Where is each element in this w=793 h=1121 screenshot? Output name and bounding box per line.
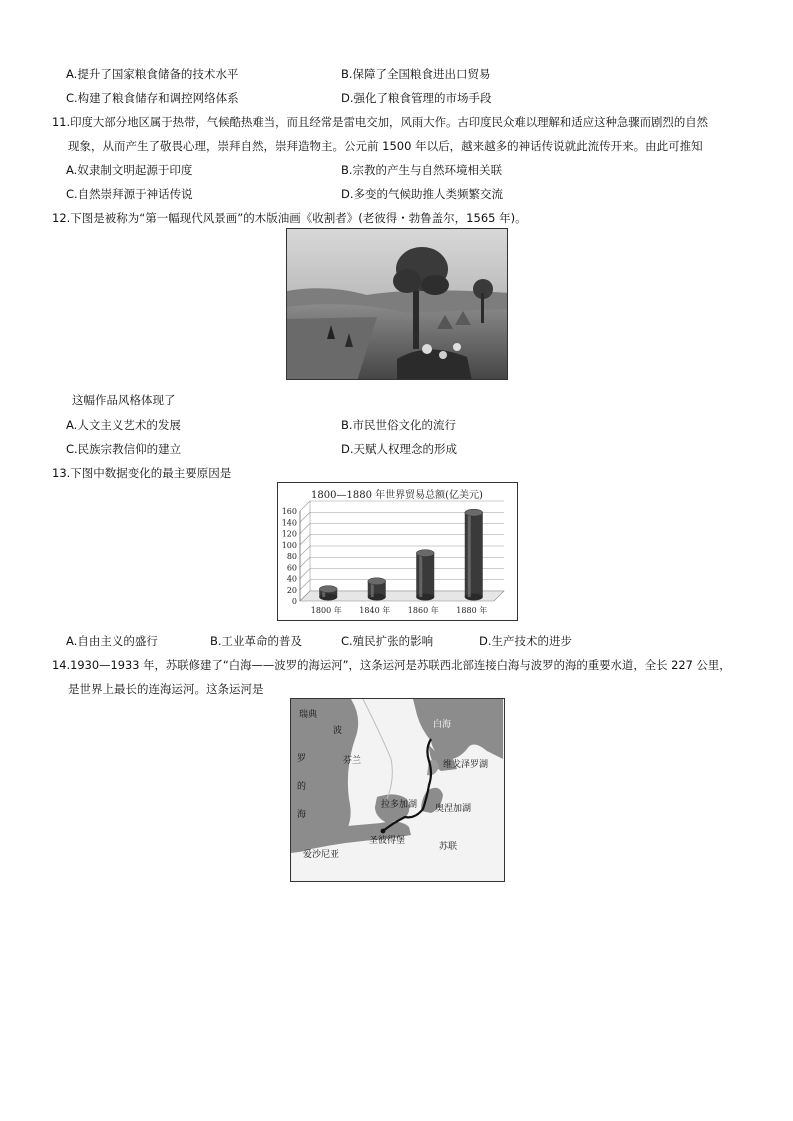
q11-option-a: A.奴隶制文明起源于印度 (66, 163, 193, 177)
bar-top (368, 578, 386, 585)
q12-stem: 12.下图是被称为“第一幅现代风景画”的木版油画《收割者》(老彼得・勃鲁盖尔，1565 年)。 (52, 211, 527, 225)
grid-diagonal (300, 501, 310, 511)
q13-option-a: A.自由主义的盛行 (66, 634, 158, 648)
trade-chart (277, 482, 518, 621)
label-finland: 芬兰 (343, 756, 362, 766)
q14-stem-line2: 是世界上最长的连海运河。这条运河是 (68, 682, 264, 696)
grid-diagonal (300, 580, 310, 590)
label-hai: 海 (297, 810, 307, 820)
q10-option-d: D.强化了粮食管理的市场手段 (341, 91, 492, 105)
y-tick-label: 40 (286, 574, 297, 584)
x-tick-label: 1840 年 (359, 606, 391, 615)
q11-option-d: D.多变的气候助推人类频繁交流 (341, 187, 504, 201)
bar-body (416, 553, 434, 597)
grid-diagonal (300, 512, 310, 522)
q12-followup: 这幅作品风格体现了 (72, 393, 176, 407)
q10-option-b: B.保障了全国粮食进出口贸易 (341, 67, 491, 81)
x-tick-label: 1800 年 (310, 606, 342, 615)
q10-option-c: C.构建了粮食储存和调控网络体系 (66, 91, 239, 105)
q11-option-c: C.自然崇拜源于神话传说 (66, 187, 193, 201)
y-tick-label: 160 (281, 507, 297, 516)
label-bo: 波 (333, 726, 343, 736)
label-onega: 奥涅加湖 (435, 804, 472, 814)
chart-title: 1800—1880 年世界贸易总额(亿美元) (311, 490, 483, 501)
q14-stem-line1: 14.1930—1933 年，苏联修建了“白海——波罗的海运河”，这条运河是苏联西北部连接白海与波罗的海的重要水道，全长 227 公里， (52, 658, 731, 672)
y-tick-label: 0 (291, 597, 297, 606)
bar-base (319, 594, 337, 601)
y-tick-label: 120 (281, 529, 297, 539)
q12-option-a: A.人文主义艺术的发展 (66, 418, 181, 432)
bar-highlight (419, 553, 422, 597)
x-tick-label: 1880 年 (456, 606, 488, 615)
y-tick-label: 60 (286, 563, 297, 573)
bar-highlight (468, 513, 471, 597)
y-tick-label: 20 (286, 585, 297, 595)
bar-top (416, 550, 434, 557)
q12-option-c: C.民族宗教信仰的建立 (66, 442, 182, 456)
harvesters-painting (286, 228, 508, 380)
x-tick-label: 1860 年 (407, 606, 439, 615)
bar-top (465, 509, 483, 516)
q11-stem-line1: 11.印度大部分地区属于热带，气候酷热难当，而且经常是雷电交加，风雨大作。古印度民众难以理解和适应这种急骤而剧烈的自然 (52, 115, 708, 129)
grid-diagonal (300, 569, 310, 579)
label-de: 的 (297, 782, 307, 792)
bar-base (416, 594, 434, 601)
trade-chart-svg (278, 483, 516, 619)
label-st-petersburg: 圣彼得堡 (369, 836, 406, 846)
st-petersburg-dot (381, 829, 386, 834)
q13-stem: 13.下图中数据变化的最主要原因是 (52, 466, 232, 480)
grid-diagonal (300, 524, 310, 534)
q13-option-d: D.生产技术的进步 (479, 634, 573, 648)
grid-diagonal (300, 557, 310, 567)
label-estonia: 爱沙尼亚 (303, 850, 340, 860)
label-luo: 罗 (297, 754, 307, 764)
bar-base (368, 594, 386, 601)
label-white-sea: 白海 (433, 720, 452, 730)
q10-option-a: A.提升了国家粮食储备的技术水平 (66, 67, 239, 81)
y-tick-label: 100 (281, 540, 297, 550)
label-vygozero: 维戈泽罗湖 (443, 760, 489, 770)
y-tick-label: 140 (281, 518, 297, 528)
bar-base (465, 594, 483, 601)
q12-option-d: D.天赋人权理念的形成 (341, 442, 458, 456)
q11-option-b: B.宗教的产生与自然环境相关联 (341, 163, 503, 177)
canal-map-image (291, 699, 503, 880)
label-ladoga: 拉多加湖 (381, 800, 418, 810)
y-tick-label: 80 (286, 552, 297, 561)
harvesters-painting-image (287, 229, 508, 380)
bar-body (465, 513, 483, 597)
label-sweden: 瑞典 (299, 710, 318, 720)
canal-map (290, 698, 505, 882)
q13-option-c: C.殖民扩张的影响 (341, 634, 434, 648)
q12-option-b: B.市民世俗文化的流行 (341, 418, 457, 432)
q11-stem-line2: 现象，从而产生了敬畏心理，崇拜自然，崇拜造物主。公元前 1500 年以后，越来越多的神话传说就此流传开来。由此可推知 (68, 139, 703, 153)
grid-diagonal (300, 535, 310, 545)
label-ussr: 苏联 (439, 842, 458, 852)
bar-top (319, 586, 337, 593)
grid-diagonal (300, 546, 310, 556)
q13-option-b: B.工业革命的普及 (210, 634, 303, 648)
